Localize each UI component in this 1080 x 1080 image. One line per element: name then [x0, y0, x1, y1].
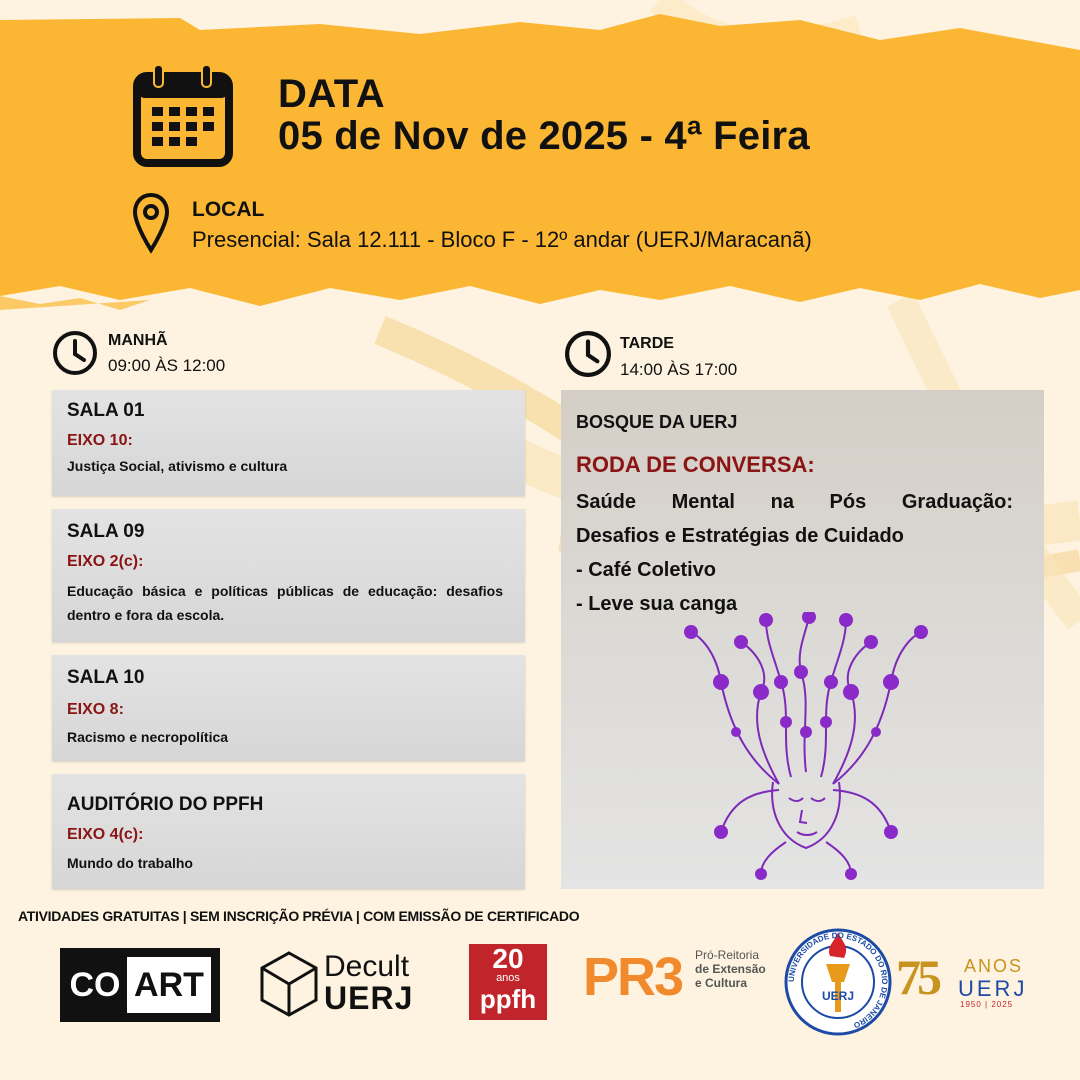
anniversary-logo	[896, 950, 1046, 1014]
anniversary-number: 75	[896, 949, 938, 1005]
pr3-logo-line3: e Cultura	[695, 976, 748, 990]
pr3-logo-line2: de Extensão	[695, 962, 766, 976]
session-topic: Racismo e necropolítica	[67, 729, 229, 745]
coart-logo	[60, 948, 220, 1022]
afternoon-label: TARDE	[620, 335, 674, 352]
activity-line: - Café Coletivo	[576, 559, 717, 581]
session-card-sala-09	[52, 509, 525, 642]
coart-logo-right: ART	[127, 957, 211, 1013]
activity-line: Desafios e Estratégias de Cuidado	[576, 525, 904, 547]
ppfh-logo-anos: anos	[496, 972, 520, 984]
clock-icon	[564, 330, 612, 378]
session-topic: Mundo do trabalho	[67, 855, 193, 871]
afternoon-time: 14:00 ÀS 17:00	[620, 360, 738, 379]
decult-logo-title: Decult	[324, 950, 410, 983]
session-eixo: EIXO 2(c):	[67, 553, 144, 570]
ppfh-logo-name: ppfh	[479, 984, 537, 1014]
uerj-seal-logo	[782, 926, 894, 1038]
morning-label: MANHÃ	[108, 332, 168, 349]
ppfh-logo-number: 20	[492, 943, 524, 974]
local-value: Presencial: Sala 12.111 - Bloco F - 12º andar (UERJ/Maracanã)	[192, 227, 812, 252]
flower-woman-illustration	[661, 612, 951, 880]
session-card-sala-10	[52, 655, 525, 761]
date-label: DATA	[278, 72, 386, 116]
session-topic: Justiça Social, ativismo e cultura	[67, 458, 288, 474]
clock-icon	[52, 330, 98, 376]
session-card-auditorio	[52, 774, 525, 889]
session-eixo: EIXO 10:	[67, 432, 133, 449]
anniversary-years: 1950 | 2025	[960, 1000, 1014, 1009]
uerj-seal-ring-text: UNIVERSIDADE DO ESTADO DO RIO DE JANEIRO	[786, 930, 890, 1030]
decult-logo	[258, 950, 438, 1020]
ppfh-logo	[469, 944, 547, 1020]
calendar-icon	[132, 62, 234, 168]
footer-notice: ATIVIDADES GRATUITAS | SEM INSCRIÇÃO PRÉVIA | COM EMISSÃO DE CERTIFICADO	[18, 908, 580, 924]
session-room: SALA 09	[67, 521, 145, 542]
anniversary-uerj: UERJ	[958, 976, 1028, 1001]
activity-title: RODA DE CONVERSA:	[576, 452, 815, 477]
anniversary-anos: ANOS	[964, 956, 1024, 976]
session-topic: Educação básica e políticas públicas de educação: desafios dentro e fora da escola.	[67, 583, 503, 623]
afternoon-card	[561, 390, 1044, 889]
decult-logo-subtitle: UERJ	[324, 980, 414, 1016]
session-room: SALA 01	[67, 400, 145, 421]
session-room: AUDITÓRIO DO PPFH	[67, 794, 264, 815]
afternoon-place: BOSQUE DA UERJ	[576, 412, 738, 432]
session-eixo: EIXO 8:	[67, 701, 124, 718]
activity-line: - Leve sua canga	[576, 593, 738, 615]
location-pin-icon	[132, 192, 170, 254]
uerj-seal-center-text: UERJ	[821, 989, 855, 1003]
activity-details	[576, 485, 1013, 621]
pr3-logo-line1: Pró-Reitoria	[695, 948, 760, 962]
date-value: 05 de Nov de 2025 - 4ª Feira	[278, 114, 810, 158]
activity-line: Saúde Mental na Pós Graduação:	[576, 491, 1013, 513]
pr3-logo	[583, 946, 773, 1010]
pr3-logo-mark: PR3	[583, 947, 683, 1007]
morning-time: 09:00 ÀS 12:00	[108, 356, 226, 375]
session-room: SALA 10	[67, 667, 145, 688]
session-card-sala-01	[52, 390, 525, 496]
local-label: LOCAL	[192, 198, 265, 221]
hexagon-cube-icon	[258, 950, 320, 1018]
session-eixo: EIXO 4(c):	[67, 826, 144, 843]
coart-logo-left: CO	[69, 957, 121, 1013]
